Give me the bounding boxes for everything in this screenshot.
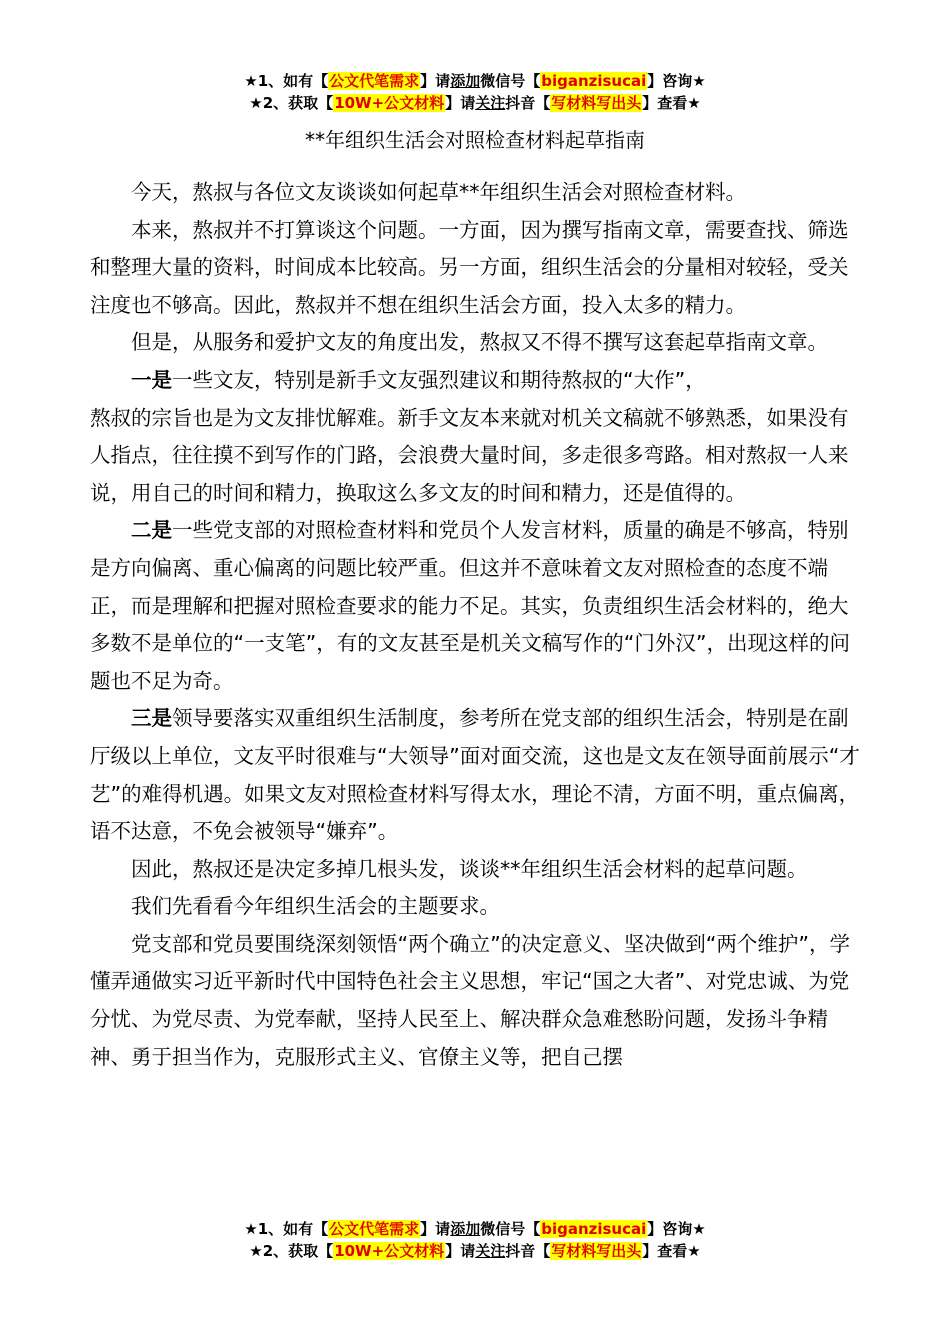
banner-text: 抖音【 xyxy=(505,94,551,112)
banner-text: 】咨询★ xyxy=(647,72,706,90)
banner-wechat-id: biganzisucai xyxy=(541,1220,647,1238)
banner-text: ★1、如有【 xyxy=(244,72,329,90)
point-label-first: 一是 xyxy=(131,367,172,392)
banner-text: ★2、获取【 xyxy=(249,1242,334,1260)
paragraph: 因此，熬叔还是决定多掉几根头发，谈谈**年组织生活会材料的起草问题。 xyxy=(131,856,808,881)
banner-line-2 xyxy=(0,92,950,114)
document-title: **年组织生活会对照检查材料起草指南 xyxy=(305,128,645,152)
banner-text: 抖音【 xyxy=(505,1242,551,1260)
paragraph: 我们先看看今年组织生活会的主题要求。 xyxy=(131,894,500,919)
paragraph-text: 一些文友，特别是新手文友强烈建议和期待熬叔的“大作”， xyxy=(172,367,706,392)
banner-highlight: 公文代笔需求 xyxy=(329,72,420,90)
paragraph: 但是，从服务和爱护文友的角度出发，熬叔又不得不撰写这套起草指南文章。 xyxy=(131,330,828,355)
banner-highlight: 公文代笔需求 xyxy=(329,1220,420,1238)
banner-line-2 xyxy=(0,1240,950,1262)
banner-text: 】请 xyxy=(445,94,476,112)
banner-underline: 添加 xyxy=(450,72,481,90)
paragraph: 今天，熬叔与各位文友谈谈如何起草**年组织生活会对照检查材料。 xyxy=(131,180,746,204)
banner-line-1 xyxy=(0,70,950,92)
banner-underline: 关注 xyxy=(475,94,506,112)
point-label-third: 三是 xyxy=(131,706,172,731)
point-label-second: 二是 xyxy=(131,518,172,543)
banner-douyin-id: 写材料写出头 xyxy=(551,1242,642,1260)
banner-text: 】查看★ xyxy=(642,94,701,112)
paragraph: 熬叔的宗旨也是为文友排忧解难。新手文友本来就对机关文稿就不够熟悉，如果没有人指点，往往摸不到写作的门路，会浪费大量时间，多走很多弯路。相对熬叔一人来说，用自己的时间和精力，换取这么多文友的时间和精力，还是值得的。 xyxy=(90,405,849,505)
document-body xyxy=(90,174,862,1076)
banner-text: 微信号【 xyxy=(480,72,541,90)
banner-text: 】请 xyxy=(445,1242,476,1260)
banner-underline: 添加 xyxy=(450,1220,481,1238)
banner-wechat-id: biganzisucai xyxy=(541,72,647,90)
banner-line-1 xyxy=(0,1218,950,1240)
banner-text: 】咨询★ xyxy=(647,1220,706,1238)
paragraph-text: 领导要落实双重组织生活制度，参考所在党支部的组织生活会，特别是在副厅级以上单位，文友平时很难与“大领导”面对面交流，这也是文友在领导面前展示“才艺”的难得机遇。如果文友对照检查材料写得太水，理论不清，方面不明，重点偏离，语不达意，不免会被领导“嫌弃”。 xyxy=(90,706,860,844)
banner-text: 微信号【 xyxy=(480,1220,541,1238)
banner-highlight: 10W+公文材料 xyxy=(334,94,445,112)
banner-text: ★1、如有【 xyxy=(244,1220,329,1238)
paragraph xyxy=(90,700,862,850)
banner-text: 】请 xyxy=(420,1220,451,1238)
paragraph: 党支部和党员要围绕深刻领悟“两个确立”的决定意义、坚决做到“两个维护”，学懂弄通做实习近平新时代中国特色社会主义思想，牢记“国之大者”、对党忠诚、为党分忧、为党尽责、为党奉献，坚持人民至上、解决群众急难愁盼问题，发扬斗争精神、勇于担当作为，克服形式主义、官僚主义等，把自己摆 xyxy=(90,931,850,1069)
banner-text: 】请 xyxy=(420,72,451,90)
banner-highlight: 10W+公文材料 xyxy=(334,1242,445,1260)
banner-text: ★2、获取【 xyxy=(249,94,334,112)
header-banner xyxy=(0,70,950,114)
paragraph xyxy=(90,362,862,400)
footer-banner xyxy=(0,1218,950,1262)
banner-text: 】查看★ xyxy=(642,1242,701,1260)
banner-douyin-id: 写材料写出头 xyxy=(551,94,642,112)
paragraph xyxy=(90,512,862,700)
banner-underline: 关注 xyxy=(475,1242,506,1260)
paragraph: 本来，熬叔并不打算谈这个问题。一方面，因为撰写指南文章，需要查找、筛选和整理大量的资料，时间成本比较高。另一方面，组织生活会的分量相对较轻，受关注度也不够高。因此，熬叔并不想在组织生活会方面，投入太多的精力。 xyxy=(90,217,849,317)
paragraph-text: 一些党支部的对照检查材料和党员个人发言材料，质量的确是不够高，特别是方向偏离、重心偏离的问题比较严重。但这并不意味着文友对照检查的态度不端正，而是理解和把握对照检查要求的能力不足。其实，负责组织生活会材料的，绝大多数不是单位的“一支笔”，有的文友甚至是机关文稿写作的“门外汉”，出现这样的问题也不足为奇。 xyxy=(90,518,850,693)
